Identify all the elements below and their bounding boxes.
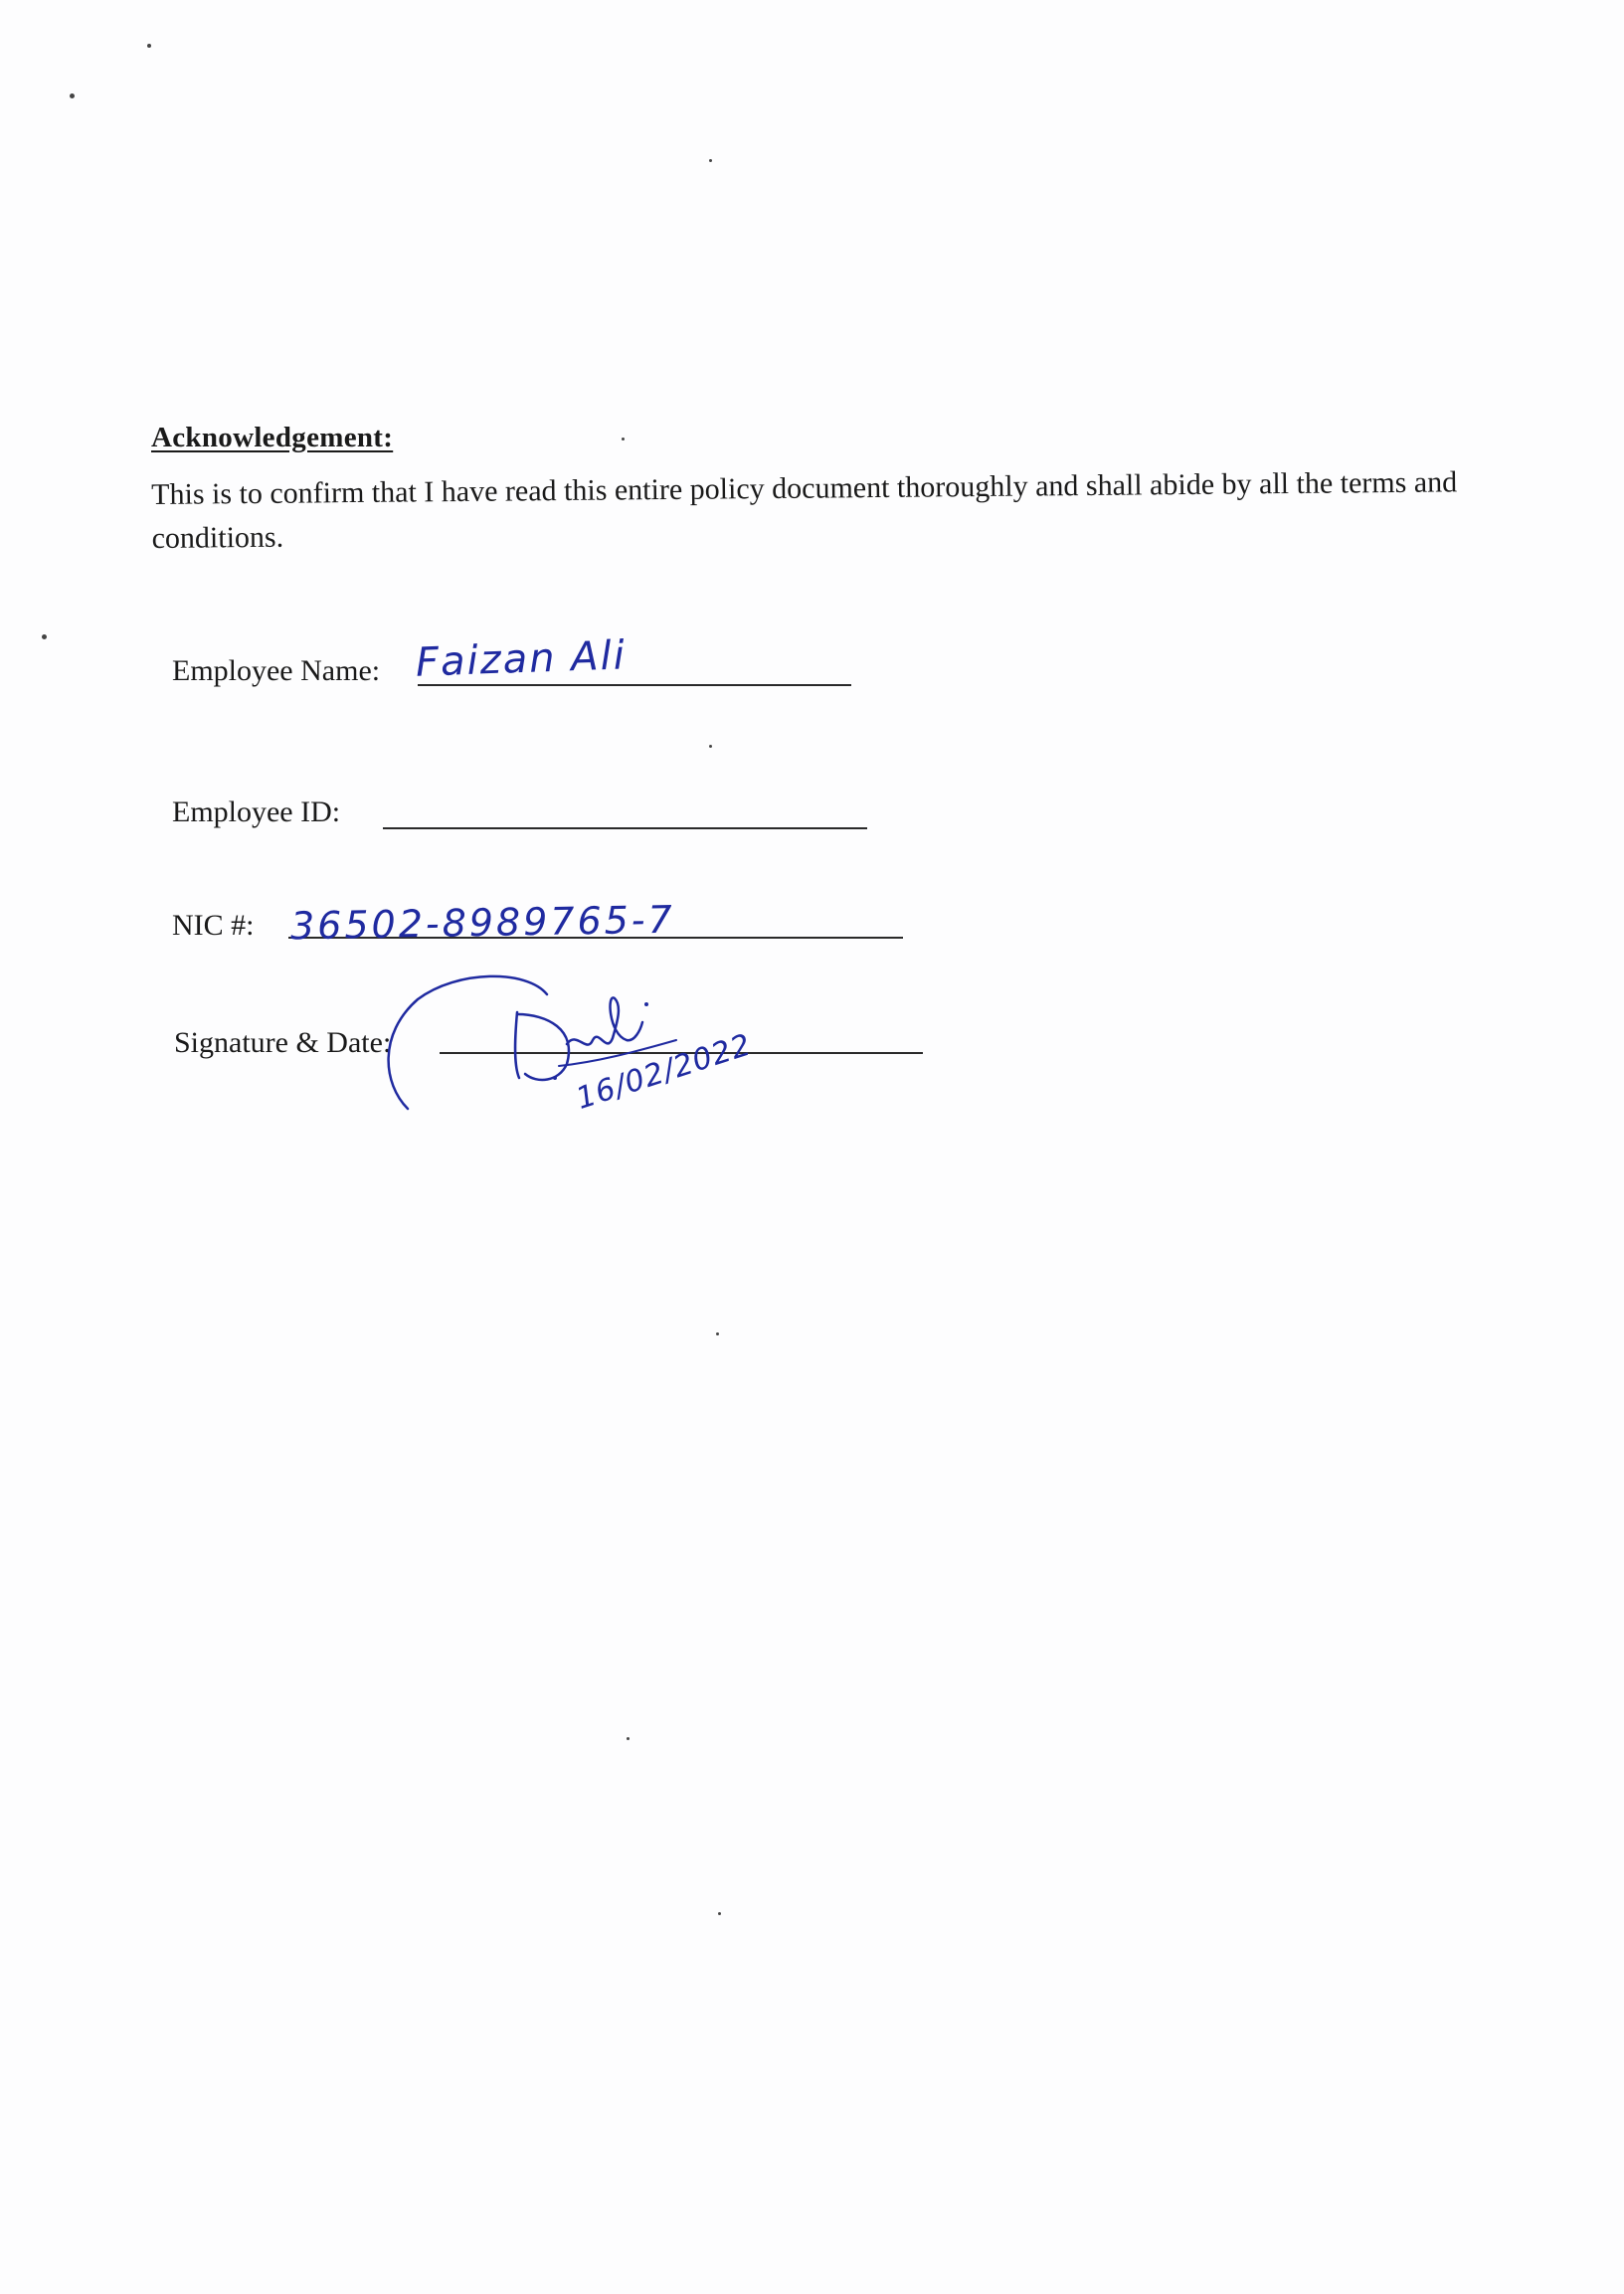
- scan-speck: [70, 93, 75, 98]
- signature-date-label: Signature & Date:: [174, 1026, 392, 1059]
- scan-speck: [627, 1737, 630, 1740]
- signature-mark: [378, 974, 706, 1124]
- nic-label: NIC #:: [172, 909, 255, 942]
- employee-id-line: [383, 827, 867, 829]
- scan-speck: [709, 745, 712, 748]
- nic-handwritten: 36502-8989765-7: [289, 897, 676, 949]
- scan-speck: [42, 634, 47, 639]
- scan-speck: [716, 1332, 719, 1335]
- employee-id-label: Employee ID:: [172, 795, 341, 828]
- acknowledgement-heading: Acknowledgement:: [151, 422, 394, 453]
- employee-name-line: [418, 684, 851, 686]
- acknowledgement-statement: This is to confirm that I have read this entire policy document thoroughly and shall abide by all the terms and conditions.: [151, 465, 1458, 555]
- signature-date-handwritten: 16/02/2022: [572, 1027, 756, 1117]
- scan-speck: [622, 438, 625, 441]
- employee-name-label: Employee Name:: [172, 654, 381, 687]
- scan-speck: [709, 159, 712, 162]
- scan-speck: [147, 44, 151, 48]
- scan-speck: [718, 1912, 721, 1915]
- employee-name-handwritten: Faizan Ali: [415, 632, 628, 686]
